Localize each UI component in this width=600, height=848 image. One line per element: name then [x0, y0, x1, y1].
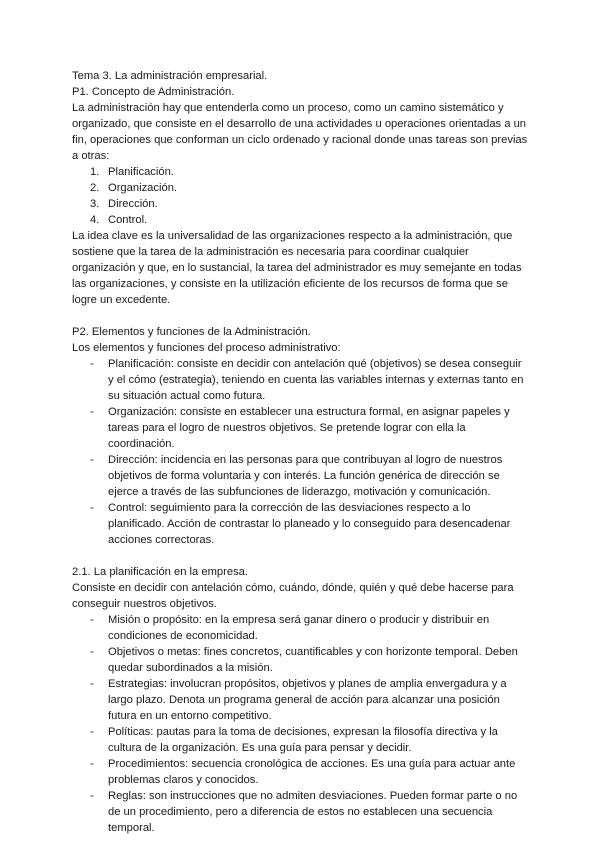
- p1-closing-paragraph: La idea clave es la universalidad de las organizaciones respecto a la administración, que sostiene que la tarea de la administración es necesaria para coordinar cualquier organización y que, en lo sustancial, la tarea del administrador es muy semejante en todas las organizaciones, y consiste en la utilización eficiente de los recursos de forma que se logre un excedente.: [72, 230, 522, 306]
- s21-intro-paragraph: Consiste en decidir con antelación cómo, cuándo, dónde, quién y qué debe hacerse para conseguir nuestros objetivos.: [72, 582, 514, 610]
- list-item: - Objetivos o metas: fines concretos, cuantificables y con horizonte temporal. Deben quedar subordinados a la misión.: [108, 644, 528, 676]
- list-item: - Misión o propósito: en la empresa será ganar dinero o producir y distribuir en condiciones de economicidad.: [108, 612, 528, 644]
- section-heading-p1: P1. Concepto de Administración.: [72, 86, 235, 98]
- list-item: Planificación.: [108, 166, 174, 178]
- list-item: - Organización: consiste en establecer una estructura formal, en asignar papeles y tareas para el logro de nuestros objetivos. Se pretende lograr con ella la coordinación.: [108, 404, 528, 452]
- spacer: [72, 548, 528, 564]
- list-item: Control.: [108, 214, 148, 226]
- p2-intro-paragraph: Los elementos y funciones del proceso administrativo:: [72, 342, 341, 354]
- list-item: - Planificación: consiste en decidir con antelación qué (objetivos) se desea conseguir y el cómo (estrategia), teniendo en cuenta las variables internas y externas tanto en su situación actual como futura.: [108, 356, 528, 404]
- p1-intro-paragraph: La administración hay que entenderla como un proceso, como un camino sistemático y organizado, que consiste en el desarrollo de una actividades u operaciones orientadas a un fin, operaciones que conforman un ciclo ordenado y racional donde unas tareas son previas a otras:: [72, 102, 528, 162]
- document-title: Tema 3. La administración empresarial.: [72, 70, 268, 82]
- section-heading-p2: P2. Elementos y funciones de la Administración.: [72, 326, 311, 338]
- list-item: - Control: seguimiento para la corrección de las desviaciones respecto a lo planificado. Acción de contrastar lo planeado y lo conseguido para desencadenar acciones correctoras.: [108, 500, 528, 548]
- section-heading-2-1: 2.1. La planificación en la empresa.: [72, 566, 249, 578]
- p1-numbered-list: [72, 164, 528, 228]
- s21-dash-list: [72, 612, 528, 836]
- list-item: - Dirección: incidencia en las personas para que contribuyan al logro de nuestros objetivos de forma voluntaria y con interés. La función genérica de dirección se ejerce a través de las subfunciones de liderazgo, motivación y comunicación.: [108, 452, 528, 500]
- spacer: [72, 308, 528, 324]
- list-item: - Procedimientos: secuencia cronológica de acciones. Es una guía para actuar ante problemas claros y conocidos.: [108, 756, 528, 788]
- list-item: Organización.: [108, 182, 178, 194]
- p2-dash-list: [72, 356, 528, 548]
- list-item: - Políticas: pautas para la toma de decisiones, expresan la filosofía directiva y la cultura de la organización. Es una guía para pensar y decidir.: [108, 724, 528, 756]
- list-item: - Estrategias: involucran propósitos, objetivos y planes de amplia envergadura y a largo plazo. Denota un programa general de acción para alcanzar una posición futura en un entorno competitivo.: [108, 676, 528, 724]
- list-item: - Reglas: son instrucciones que no admiten desviaciones. Pueden formar parte o no de un procedimiento, pero a diferencia de estos no establecen una secuencia temporal.: [108, 788, 528, 836]
- list-item: Dirección.: [108, 198, 158, 210]
